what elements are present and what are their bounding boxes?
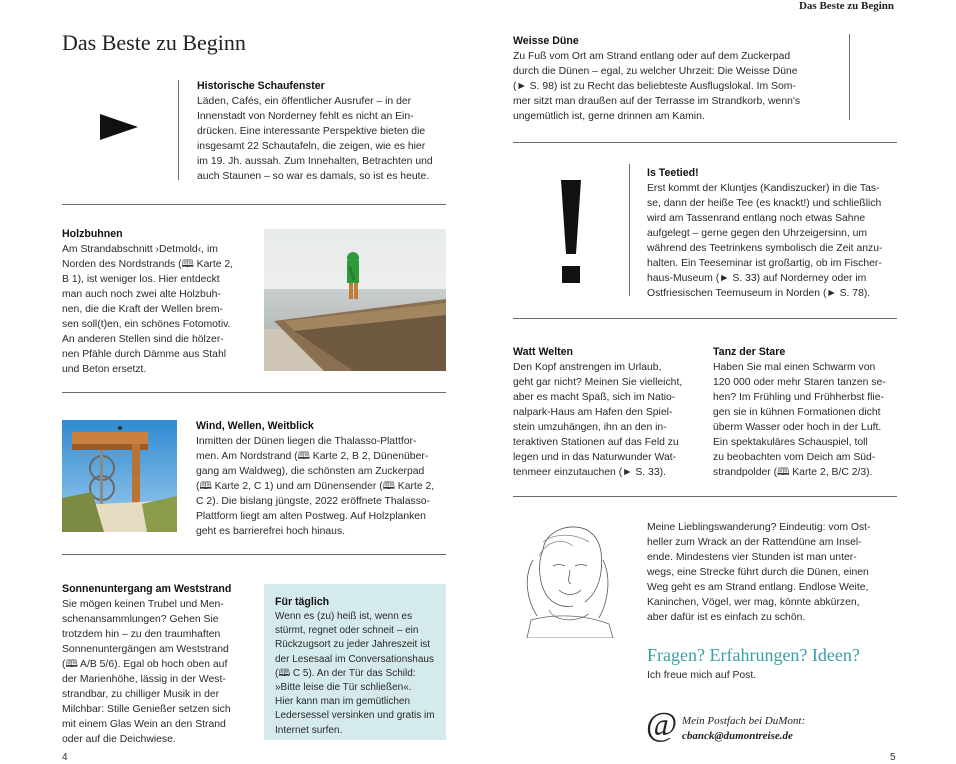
section-body [513, 49, 833, 124]
text-line: oder auf die Deichwiese. [62, 734, 176, 745]
tip-box [264, 584, 446, 740]
text-line: während des Teetrinkens symbolisch die Zeit anzu- [647, 243, 883, 254]
text-line: Sonnenuntergängen am Weststrand [62, 644, 229, 655]
author-portrait [513, 520, 623, 638]
email-link[interactable]: cbanck@dumontreise.de [682, 730, 793, 742]
author-text [647, 520, 897, 625]
postfach-label: Mein Postfach bei DuMont: [682, 715, 806, 727]
text-line: Den Kopf anstrengen im Urlaub, [513, 362, 662, 373]
at-sign-icon: @ [646, 706, 678, 743]
text-line: halten. Ein Teeseminar ist großartig, ob im Fischer- [647, 258, 882, 269]
text-line: An anderen Stellen sind die hölzer- [62, 334, 224, 345]
text-line: wegs, eine Strecke führt durch die Dünen, einen [647, 567, 869, 578]
section-heading: Holzbuhnen [62, 228, 123, 240]
page-number-left: 4 [62, 752, 68, 763]
divider [62, 392, 446, 393]
text-line: im 19. Jh. aussah. Zum Innehalten, Betrachten und [197, 156, 433, 167]
text-line: überm Wasser oder hoch in der Luft. [713, 422, 882, 433]
section-body [197, 94, 447, 184]
text-line: Ostfriesischen Teemuseum in Norden (► S. 78). [647, 288, 871, 299]
text-line: Meine Lieblingswanderung? Eindeutig: vom Ost- [647, 522, 871, 533]
text-line: teraktiven Stationen auf das Feld zu [513, 437, 679, 448]
exclamation-icon [556, 180, 586, 284]
section-watt-welten [513, 345, 696, 480]
text-line: und Beton ersetzt. [62, 364, 147, 375]
text-line: Ein spektakuläres Schauspiel, toll [713, 437, 868, 448]
text-line: gang am Waldweg), die schönsten am Zuckerpad [196, 466, 425, 477]
section-holzbuhnen [62, 227, 247, 377]
author-body [647, 520, 897, 625]
text-line: Am Strandabschnitt ›Detmold‹, im [62, 244, 218, 255]
text-line: strandbar, zu chilliger Musik in der [62, 689, 220, 700]
text-line: man auch noch zwei alte Holzbuh- [62, 289, 221, 300]
text-line: Inmitten der Dünen liegen die Thalasso-Plattfor- [196, 436, 417, 447]
text-line: se, dann der heiße Tee (es knackt!) und schließlich [647, 198, 882, 209]
tip-heading: Für täglich [275, 596, 330, 608]
text-line: Plattform liegt am alten Postweg. Auf Holzplanken [196, 511, 426, 522]
text-line: stein umzuhängen, ihn an den in- [513, 422, 667, 433]
groynes-photo [264, 229, 446, 371]
divider [513, 318, 897, 319]
section-heading: Is Teetied! [647, 167, 699, 179]
text-line: (🕮 Karte 2, C 1) und am Dünensender (🕮 Karte 2, [196, 481, 435, 492]
text-line: Kaninchen, Vögel, wer mag, könnte abkürzen, [647, 597, 860, 608]
text-line: schenansammlungen? Gehen Sie [62, 614, 219, 625]
text-line: haus-Museum (► S. 33) auf Norderney oder im [647, 273, 867, 284]
text-line: aber dafür ist es einfach zu schön. [647, 612, 806, 623]
text-line: geht es barrierefrei hoch hinaus. [196, 526, 346, 537]
section-heading: Weisse Düne [513, 35, 579, 47]
text-line: »Bitte leise die Tür schließen«. [275, 682, 412, 694]
text-line: der Lesesaal im Conversationshaus [275, 653, 434, 665]
play-arrow-icon [100, 112, 140, 147]
text-line: (🕮 A/B 5/6). Egal ob hoch oben auf [62, 659, 228, 670]
section-heading: Wind, Wellen, Weitblick [196, 420, 314, 432]
text-line: tenmeer einzutauchen (► S. 33). [513, 467, 666, 478]
text-line: sen soll(t)en, ein schönes Fotomotiv. [62, 319, 231, 330]
divider [513, 496, 897, 497]
text-line: hen? Im Frühling und Frühherbst flie- [713, 392, 884, 403]
text-line: Zu Fuß vom Ort am Strand entlang oder auf dem Zuckerpad [513, 51, 791, 62]
text-line: trotzdem hin – zu den traumhaften [62, 629, 221, 640]
text-line: Sie mögen keinen Trubel und Men- [62, 599, 224, 610]
text-line: Norden des Nordstrands (🕮 Karte 2, [62, 259, 234, 270]
section-body [62, 597, 244, 747]
text-line: strandpolder (🕮 Karte 2, B/C 2/3). [713, 467, 873, 478]
section-heading: Tanz der Stare [713, 346, 786, 358]
text-line: aber es macht Spaß, sich im Natio- [513, 392, 676, 403]
text-line: Hier kann man im gemütlichen [275, 696, 411, 708]
text-line: Internet surfen. [275, 724, 343, 736]
page-title: Das Beste zu Beginn [62, 30, 246, 55]
text-line: auch Staunen – so war es damals, so ist es heute. [197, 171, 430, 182]
section-heading: Historische Schaufenster [197, 80, 325, 92]
text-line: ende. Mindestens vier Stunden ist man unter- [647, 552, 857, 563]
running-head: Das Beste zu Beginn [798, 0, 894, 12]
text-line: durch die Dünen – egal, zu welcher Uhrzeit: Die Weisse Düne [513, 66, 798, 77]
postfach [682, 714, 805, 744]
text-line: Haben Sie mal einen Schwarm von [713, 362, 876, 373]
text-line: men. Am Nordstrand (🕮 Karte 2, B 2, Dünenüber- [196, 451, 429, 462]
section-body [62, 242, 247, 377]
divider [62, 204, 446, 205]
text-line: Läden, Cafés, ein öffentlicher Ausrufer – in der [197, 96, 412, 107]
text-line: nen, die die Kraft der Wellen brem- [62, 304, 223, 315]
text-line: der Marienhöhe, lässig in der West- [62, 674, 226, 685]
section-sonnenuntergang [62, 582, 244, 747]
text-line: wird am Tassenrand entlang noch etwas Sahne [647, 213, 866, 224]
section-wind [196, 419, 448, 539]
text-line: Milchbar: Stille Genießer setzen sich [62, 704, 231, 715]
text-line: (► S. 98) ist zu Recht das beliebteste Ausflugslokal. Im Som- [513, 81, 796, 92]
section-stare [713, 345, 897, 480]
section-heading: Watt Welten [513, 346, 574, 358]
section-schaufenster [197, 79, 447, 184]
section-body [513, 360, 696, 480]
text-line: Rückzugsort zu jeder Jahreszeit ist [275, 639, 431, 651]
thalasso-platform-photo [62, 420, 177, 532]
text-line: Wenn es (zu) heiß ist, wenn es [275, 611, 413, 622]
text-line: 120 000 oder mehr Staren tanzen se- [713, 377, 886, 388]
cta-heading: Fragen? Erfahrungen? Ideen? [647, 645, 860, 665]
text-line: Innenstadt von Norderney fehlt es nicht an Ein- [197, 111, 414, 122]
text-line: stürmt, regnet oder schneit – ein [275, 625, 419, 637]
text-line: nalpark-Haus am Hafen den Spiel- [513, 407, 673, 418]
text-line: B 1), ist weniger los. Hier entdeckt [62, 274, 220, 285]
text-line: Ledersessel versinken und gratis im [275, 710, 435, 722]
text-line: ungemütlich ist, gerne drinnen am Kamin. [513, 111, 705, 122]
section-vertical-rule [629, 164, 630, 296]
text-line: insgesamt 22 Schautafeln, die zeigen, wie es hier [197, 141, 426, 152]
section-weisse-duene [513, 34, 833, 124]
text-line: legen und in das Naturwunder Wat- [513, 452, 677, 463]
text-line: C 2). Die bislang jüngste, 2022 eröffnete Thalasso- [196, 496, 431, 507]
text-line: (🕮 C 5). An der Tür das Schild: [275, 667, 416, 679]
tip-body [275, 610, 441, 738]
text-line: mer sitzt man draußen auf der Terrasse im Strandkorb, wenn's [513, 96, 801, 107]
divider [513, 142, 897, 143]
text-line: heller zum Wrack an der Rattendüne am Insel- [647, 537, 862, 548]
text-line: aufgelegt – gerne gegen den Uhrzeigersinn, um [647, 228, 868, 239]
text-line: geht gar nicht? Meinen Sie vielleicht, [513, 377, 683, 388]
text-line: Weg geht es am Strand entlang. Endlose Weite, [647, 582, 869, 593]
divider [62, 554, 446, 555]
text-line: Erst kommt der Kluntjes (Kandiszucker) in die Tas- [647, 183, 880, 194]
section-teetied [647, 166, 897, 301]
text-line: mit einem Glas Wein an den Strand [62, 719, 226, 730]
section-vertical-rule [849, 34, 850, 120]
text-line: zu beobachten vom Deich am Süd- [713, 452, 876, 463]
text-line: drücken. Eine interessante Perspektive bieten die [197, 126, 426, 137]
section-vertical-rule [178, 80, 179, 180]
section-body [647, 181, 897, 301]
cta-subline: Ich freue mich auf Post. [647, 670, 757, 681]
page-number-right: 5 [890, 752, 896, 763]
section-body [196, 434, 448, 539]
text-line: gen sie in kühnen Formationen dicht [713, 407, 881, 418]
section-heading: Sonnenuntergang am Weststrand [62, 583, 232, 595]
text-line: nen Pfähle durch Dämme aus Stahl [62, 349, 227, 360]
section-body [713, 360, 897, 480]
